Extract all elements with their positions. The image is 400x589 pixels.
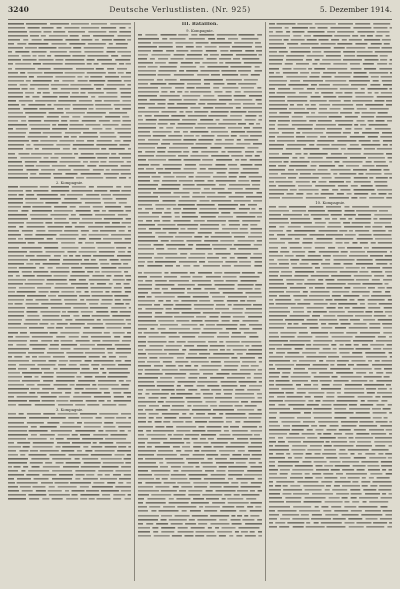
issue-date: 5. Dezember 1914.: [319, 5, 392, 14]
subsection-heading: 10. Kompagnie.: [315, 200, 346, 206]
list-entry-line: [138, 534, 261, 538]
subsection-heading: 2. Kompagnie.: [55, 179, 84, 185]
page-header: [8, 5, 392, 19]
list-entry-line: [269, 525, 392, 529]
section-heading: III. Bataillon.: [181, 22, 219, 27]
subsection-heading: 9. Kompagnie.: [186, 28, 214, 33]
subsection-heading: 3. Kompagnie.: [55, 407, 84, 413]
column-1: [8, 22, 131, 581]
list-entry-line: [138, 264, 261, 268]
header-rule: [8, 19, 392, 20]
text-columns: [8, 22, 392, 581]
list-entry-line: [8, 497, 131, 501]
column-2: [134, 22, 261, 581]
page-number: 3240: [8, 5, 29, 14]
publication-title: Deutsche Verlustlisten. (Nr. 925): [109, 5, 251, 14]
column-3: [265, 22, 392, 581]
